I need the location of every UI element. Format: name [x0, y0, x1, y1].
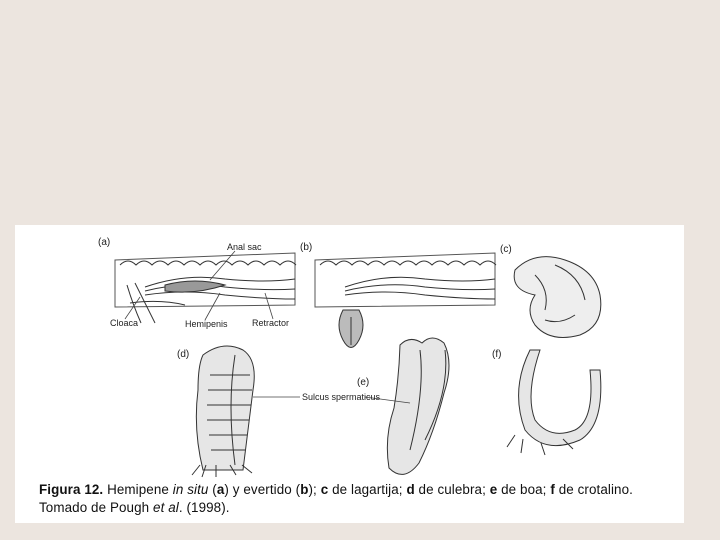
panel-label-b: (b) [300, 242, 313, 253]
panel-label-e: (e) [357, 377, 370, 388]
caption-letter-d: d [406, 482, 415, 497]
annotation-cloaca: Cloaca [110, 318, 139, 328]
drawing-e [387, 338, 449, 474]
caption-text-3: ) y evertido ( [224, 482, 301, 497]
caption-in-situ: in situ [172, 482, 209, 497]
annotation-sulcus-spermaticus: Sulcus spermaticus [302, 392, 381, 402]
panel-label-d: (d) [177, 349, 190, 360]
figure-illustration [15, 225, 684, 523]
caption-text-5: de lagartija; [328, 482, 407, 497]
caption-text-8: de crotalino. Tomado de Pough [39, 482, 633, 515]
caption-text-9: . (1998). [178, 500, 230, 515]
annotation-retractor: Retractor [252, 318, 290, 328]
caption-letter-c: c [320, 482, 329, 497]
drawing-f [507, 350, 601, 455]
caption-text-4: ); [308, 482, 321, 497]
caption-letter-a: a [216, 482, 225, 497]
drawing-d [192, 346, 254, 477]
caption-label: Figura 12. [39, 482, 104, 497]
figure-panel [15, 225, 684, 523]
panel-label-a: (a) [98, 237, 111, 248]
caption-letter-b: b [300, 482, 309, 497]
drawing-b [315, 253, 496, 348]
caption-text-6: de culebra; [414, 482, 490, 497]
panel-label-c: (c) [500, 244, 512, 255]
caption-letter-f: f [550, 482, 555, 497]
panel-label-f: (f) [492, 349, 502, 360]
annotation-anal-sac: Anal sac [227, 242, 262, 252]
caption-letter-e: e [489, 482, 498, 497]
caption-text-7: de boa; [497, 482, 551, 497]
caption-text-2: ( [208, 482, 217, 497]
figure-caption [39, 481, 679, 517]
caption-text-1: Hemipene [103, 482, 173, 497]
annotation-hemipenis: Hemipenis [185, 319, 228, 329]
drawing-a [115, 253, 296, 323]
drawing-c [514, 257, 601, 338]
caption-et-al: et al [153, 500, 179, 515]
